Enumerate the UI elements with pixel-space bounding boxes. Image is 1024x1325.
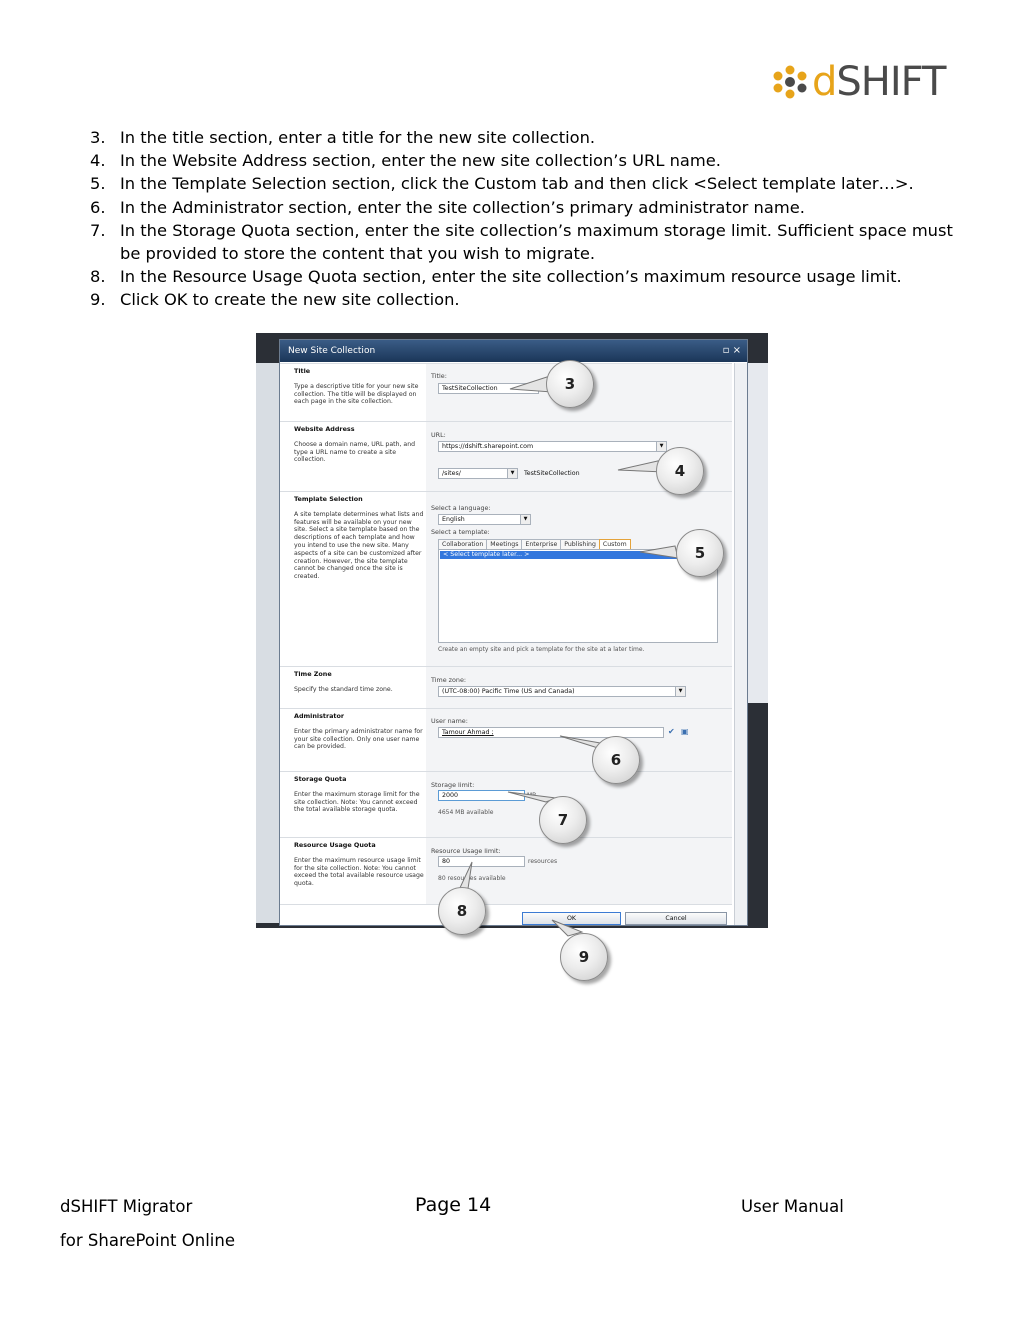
callout-3: 3 — [546, 360, 596, 410]
chevron-down-icon: ▼ — [507, 469, 517, 478]
path-select[interactable]: /sites/ ▼ — [438, 468, 518, 479]
ok-button[interactable]: OK — [522, 912, 621, 925]
user-name-input[interactable]: Tamour Ahmad ; — [438, 727, 664, 738]
title-input[interactable]: TestSiteCollection — [438, 383, 539, 394]
language-select[interactable]: English ▼ — [438, 514, 531, 525]
logo-wordmark: dSHIFT — [812, 59, 946, 105]
resource-limit-input[interactable]: 80 — [438, 856, 525, 867]
chevron-down-icon: ▼ — [675, 687, 685, 696]
website-address-section: Website Address Choose a domain name, URL path, and type a URL name to create a site collection. URL: https://dshift.sharepoint.com ▼ /sites/ ▼ TestSiteCollection — [280, 421, 732, 492]
time-zone-section: Time Zone Specify the standard time zone. Time zone: (UTC-08:00) Pacific Time (US and Canada) ▼ — [280, 666, 732, 709]
chevron-down-icon: ▼ — [520, 515, 530, 524]
callout-9: 9 — [560, 933, 610, 983]
dialog-title: New Site Collection — [288, 346, 376, 356]
tab-collaboration[interactable]: Collaboration — [438, 539, 487, 550]
resource-available: 80 resources available — [438, 875, 506, 882]
time-zone-select[interactable]: (UTC-08:00) Pacific Time (US and Canada) ▼ — [438, 686, 686, 697]
cancel-button[interactable]: Cancel — [625, 912, 727, 925]
callout-4: 4 — [656, 447, 706, 497]
list-item: 4. In the Website Address section, enter the new site collection’s URL name. — [90, 151, 721, 171]
callout-7: 7 — [539, 796, 589, 846]
chevron-down-icon: ▼ — [656, 442, 666, 451]
browse-address-book-icon[interactable]: ▣ — [681, 727, 689, 736]
tab-meetings[interactable]: Meetings — [486, 539, 522, 550]
template-note: Create an empty site and pick a template for the site at a later time. — [438, 646, 645, 653]
storage-limit-input[interactable]: 2000 — [438, 790, 525, 801]
window-controls[interactable]: ▫ × — [722, 345, 741, 356]
callout-8: 8 — [438, 887, 488, 937]
list-item: 7. In the Storage Quota section, enter the site collection’s maximum storage limit. Sufficient space must be provided to store the content that you wish to migrate. — [90, 220, 953, 264]
list-item: 8. In the Resource Usage Quota section, enter the site collection’s maximum resource usage limit. — [90, 267, 902, 287]
footer-manual: User Manual — [741, 1197, 844, 1216]
list-item: 6. In the Administrator section, enter the site collection’s primary administrator name. — [90, 197, 805, 217]
footer-product: dSHIFT Migrator — [60, 1197, 193, 1216]
administrator-section: Administrator Enter the primary administrator name for your site collection. Only one user name can be provided. User name: Tamour Ahmad ; ✔ ▣ — [280, 708, 732, 772]
callout-6: 6 — [592, 736, 642, 786]
storage-quota-section: Storage Quota Enter the maximum storage limit for the site collection. Note: You cannot exceed the total available storage quota. Storage limit: 2000 4654 MB available — [280, 771, 732, 838]
domain-select[interactable]: https://dshift.sharepoint.com ▼ — [438, 441, 667, 452]
template-selection-section: Template Selection A site template determines what lists and features will be available on your new site. Select a site template based on the descriptions of each template and how you intend to use the new site. Many aspects of a site can be customized after creation. However, the site template cannot be changed once the site is created. Select a language: English ▼ Select a template: Collaboration Meetings Enterprise Publishing Custom < Select template later... > Create an empty site and pick a template for the site at a later time. — [280, 491, 732, 667]
tab-custom[interactable]: Custom — [599, 539, 631, 550]
list-item: 5. In the Template Selection section, click the Custom tab and then click <Select template later…>. — [90, 174, 914, 194]
footer-subtitle: for SharePoint Online — [60, 1231, 235, 1250]
check-names-icon[interactable]: ✔ — [668, 727, 675, 736]
resource-usage-quota-section: Resource Usage Quota Enter the maximum resource usage limit for the site collection. Note: You cannot exceed the total available resource usage quota. Resource Usage limit: 80 resources 80 resources available — [280, 837, 732, 905]
tab-publishing[interactable]: Publishing — [560, 539, 600, 550]
title-section: Title Type a descriptive title for your new site collection. The title will be displayed on each page in the site collection. Title: TestSiteCollection — [280, 363, 732, 422]
template-item-select-later[interactable]: < Select template later... > — [440, 551, 716, 559]
list-item: 9. Click OK to create the new site collection. — [90, 290, 460, 310]
footer-page-number: Page 14 — [415, 1194, 492, 1216]
callout-5: 5 — [676, 529, 726, 579]
section-heading: Title — [294, 367, 311, 375]
storage-available: 4654 MB available — [438, 809, 494, 816]
url-name-input[interactable]: TestSiteCollection — [524, 470, 580, 477]
list-item: 3. In the title section, enter a title for the new site collection. — [90, 128, 596, 147]
tab-enterprise[interactable]: Enterprise — [521, 539, 561, 550]
